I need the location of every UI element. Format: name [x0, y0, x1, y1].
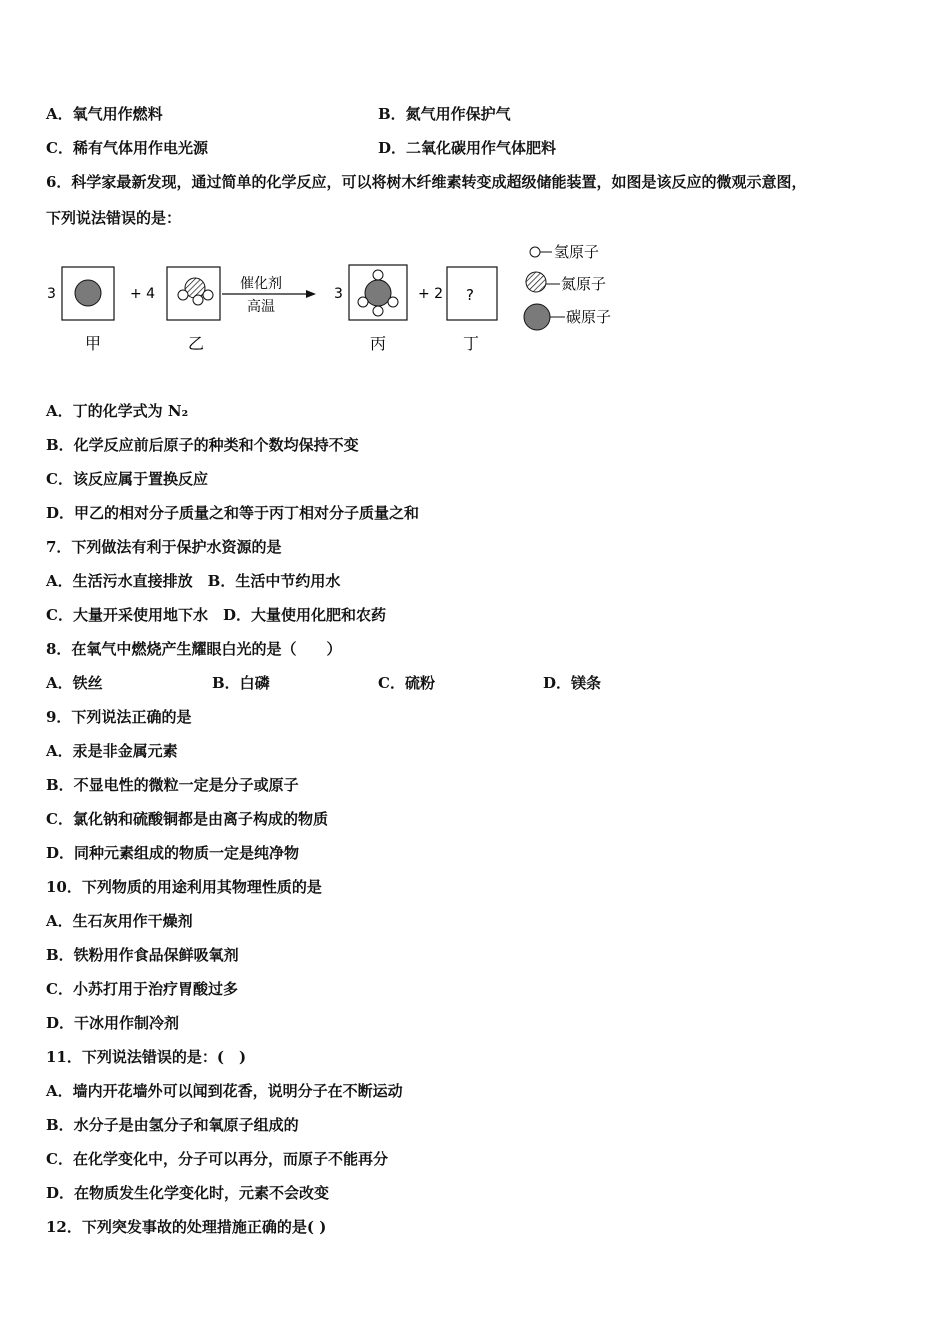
q10-option-d: D．干冰用作制冷剂 — [46, 1014, 180, 1032]
hydrogen-atom-bing-1 — [373, 270, 383, 280]
q10-option-b: B．铁粉用作食品保鲜吸氧剂 — [46, 946, 239, 964]
q7-options-row2: C．大量开采使用地下水 D．大量使用化肥和农药 — [46, 606, 386, 624]
q11-option-d: D．在物质发生化学变化时，元素不会改变 — [46, 1184, 330, 1202]
q9-option-d: D．同种元素组成的物质一定是纯净物 — [46, 844, 300, 862]
q8-option-c: C．硫粉 — [378, 674, 435, 692]
reaction-diagram — [0, 236, 700, 366]
legend-nitrogen-icon — [526, 272, 546, 292]
q7-options-row1: A．生活污水直接排放 B．生活中节约用水 — [46, 572, 341, 590]
q8-option-d: D．镁条 — [543, 674, 602, 692]
legend-hydrogen-icon — [530, 247, 540, 257]
q8-option-b: B．白磷 — [212, 674, 270, 692]
q6-option-a: A．丁的化学式为 N₂ — [46, 402, 189, 420]
legend-hydrogen-label: 氢原子 — [554, 243, 600, 261]
hydrogen-atom-yi-2 — [193, 295, 203, 305]
q10-option-c: C．小苏打用于治疗胃酸过多 — [46, 980, 238, 998]
coef-jia: 3 — [47, 286, 56, 302]
q6-stem-line1: 6．科学家最新发现，通过简单的化学反应，可以将树木纤维素转变成超级储能装置，如图是该反应的微观示意图， — [46, 173, 807, 191]
q11-option-c: C．在化学变化中，分子可以再分，而原子不能再分 — [46, 1150, 388, 1168]
q11-option-a: A．墙内开花墙外可以闻到花香，说明分子在不断运动 — [46, 1082, 403, 1100]
legend-carbon-label: 碳原子 — [566, 308, 612, 326]
hydrogen-atom-yi-1 — [178, 290, 188, 300]
label-ding: 丁 — [463, 334, 480, 353]
carbon-atom-bing — [365, 280, 391, 306]
q9-option-b: B．不显电性的微粒一定是分子或原子 — [46, 776, 299, 794]
q7-stem: 7．下列做法有利于保护水资源的是 — [46, 538, 282, 556]
q6-stem-line2: 下列说法错误的是： — [46, 209, 182, 227]
coef-bing: 3 — [334, 286, 343, 302]
q6-option-c: C．该反应属于置换反应 — [46, 470, 208, 488]
q8-option-a: A．铁丝 — [46, 674, 103, 692]
label-bing: 丙 — [370, 334, 387, 353]
condition-catalyst: 催化剂 — [240, 276, 282, 292]
legend-nitrogen-label: 氮原子 — [561, 275, 607, 293]
hydrogen-atom-yi-3 — [203, 290, 213, 300]
q9-option-c: C．氯化钠和硫酸铜都是由离子构成的物质 — [46, 810, 328, 828]
q9-stem: 9．下列说法正确的是 — [46, 708, 192, 726]
condition-high-temp: 高温 — [247, 299, 275, 315]
q10-option-a: A．生石灰用作干燥剂 — [46, 912, 193, 930]
q6-option-b: B．化学反应前后原子的种类和个数均保持不变 — [46, 436, 359, 454]
q10-stem: 10．下列物质的用途利用其物理性质的是 — [46, 878, 322, 896]
unknown-molecule: ? — [466, 286, 474, 304]
label-jia: 甲 — [85, 334, 102, 353]
q11-stem: 11．下列说法错误的是：( ) — [46, 1048, 247, 1066]
reaction-arrowhead — [306, 290, 316, 298]
q12-stem: 12．下列突发事故的处理措施正确的是( ) — [46, 1218, 327, 1236]
coef-yi: + 4 — [130, 286, 156, 302]
q9-option-a: A．汞是非金属元素 — [46, 742, 178, 760]
q8-stem: 8．在氧气中燃烧产生耀眼白光的是（ ） — [46, 640, 342, 658]
coef-ding: + 2 — [418, 286, 444, 302]
hydrogen-atom-bing-3 — [373, 306, 383, 316]
q11-option-b: B．水分子是由氢分子和氧原子组成的 — [46, 1116, 299, 1134]
q5-option-c: C．稀有气体用作电光源 — [46, 139, 208, 157]
hydrogen-atom-bing-4 — [388, 297, 398, 307]
carbon-atom-jia — [75, 280, 101, 306]
label-yi: 乙 — [188, 334, 205, 353]
q5-option-a: A．氧气用作燃料 — [46, 105, 163, 123]
hydrogen-atom-bing-2 — [358, 297, 368, 307]
q6-option-d: D．甲乙的相对分子质量之和等于丙丁相对分子质量之和 — [46, 504, 420, 522]
q5-option-d: D．二氧化碳用作气体肥料 — [378, 139, 557, 157]
legend-carbon-icon — [524, 304, 550, 330]
q5-option-b: B．氮气用作保护气 — [378, 105, 511, 123]
